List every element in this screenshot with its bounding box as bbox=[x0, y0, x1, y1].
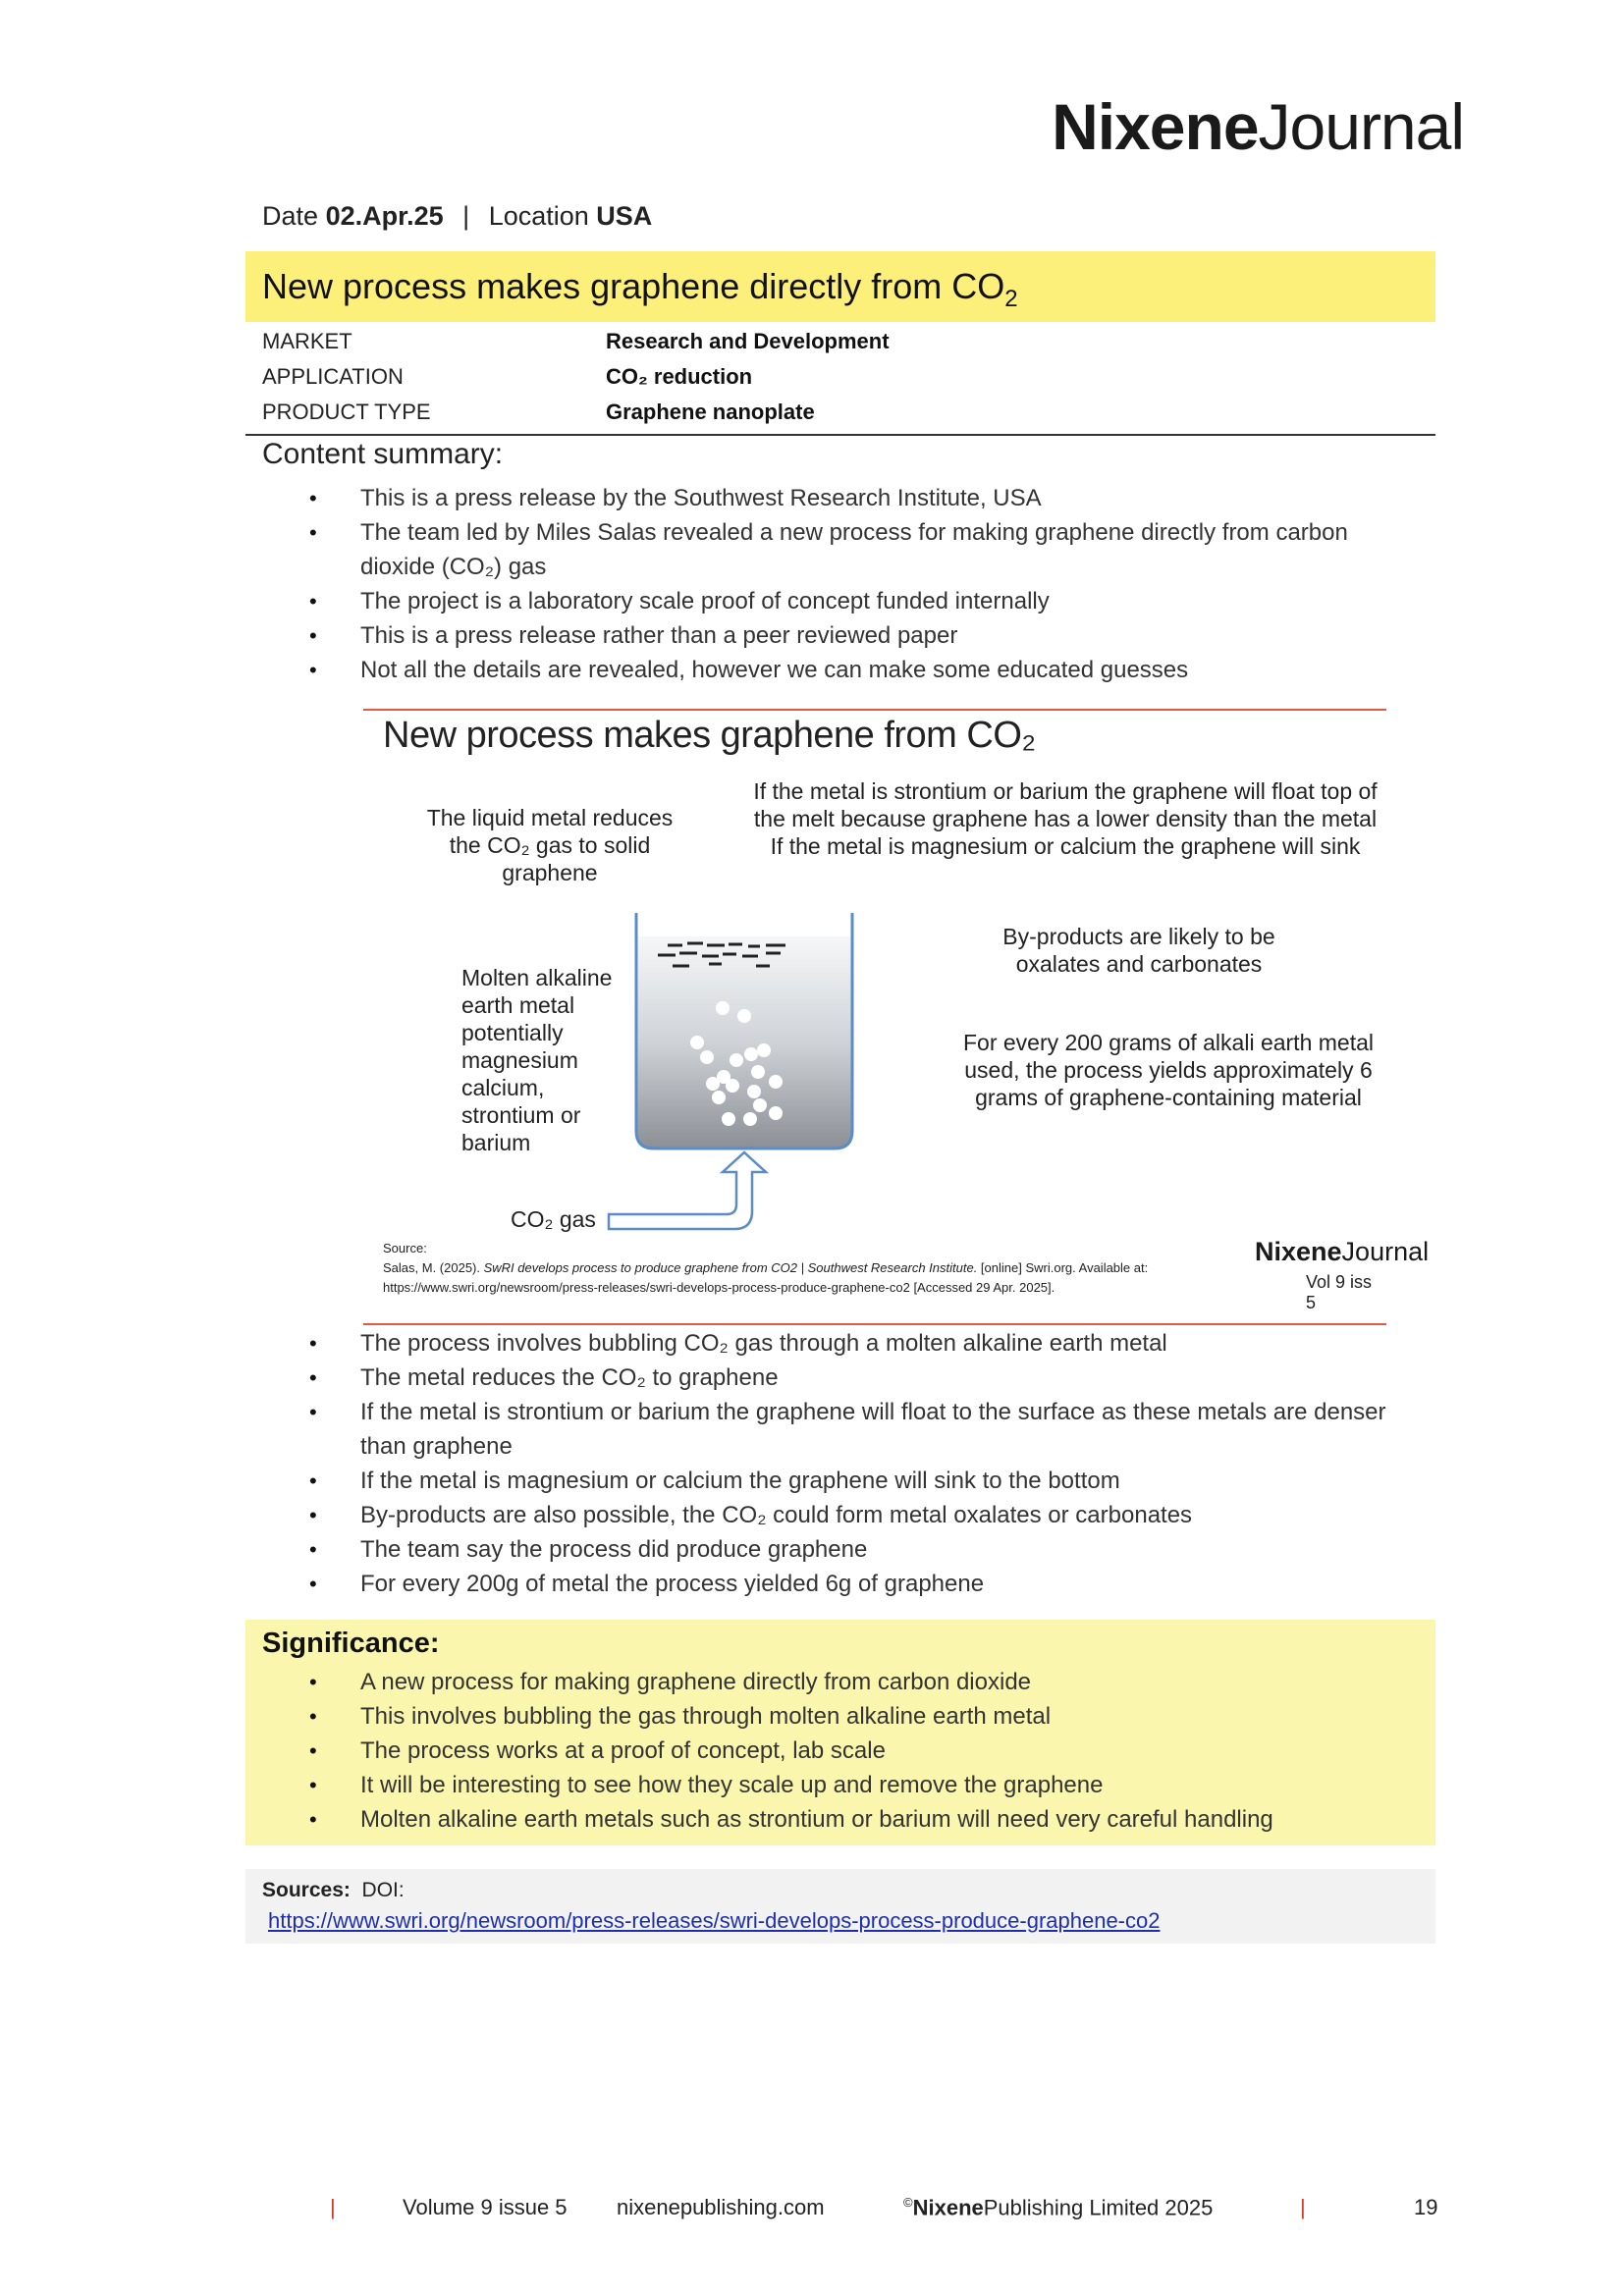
title-main: New process makes graphene directly from CO bbox=[262, 266, 1005, 306]
list-item: • This is a press release rather than a peer reviewed paper bbox=[262, 618, 1421, 653]
location-label: Location bbox=[488, 201, 589, 231]
figure-volume: Vol 9 iss 5 bbox=[1306, 1272, 1373, 1312]
list-item: • The team say the process did produce graphene bbox=[262, 1532, 1421, 1567]
footer-volume: Volume 9 issue 5 bbox=[403, 2195, 568, 2219]
copyright-rest: Publishing Limited 2025 bbox=[983, 2195, 1214, 2220]
meta-value: Graphene nanoplate bbox=[606, 400, 815, 424]
date-value: 02.Apr.25 bbox=[325, 201, 444, 231]
meta-row bbox=[245, 395, 1435, 430]
figure-source-label: Source: bbox=[383, 1241, 427, 1255]
source-author: Salas, M. (2025). bbox=[383, 1260, 484, 1275]
meta-key: PRODUCT TYPE bbox=[262, 400, 431, 424]
figure-molten-text: Molten alkaline earth metal potentially magnesium calcium, strontium or barium bbox=[461, 965, 613, 1155]
date-label: Date bbox=[262, 201, 319, 231]
significance-heading: Significance: bbox=[262, 1628, 440, 1659]
list-item: • For every 200g of metal the process yielded 6g of graphene bbox=[262, 1567, 1421, 1601]
list-item: • If the metal is strontium or barium the graphene will float to the surface as these metals are denser than graphene bbox=[262, 1395, 1421, 1464]
process-list bbox=[262, 1326, 1421, 1601]
list-item: • Molten alkaline earth metals such as strontium or barium will need very careful handling bbox=[262, 1802, 1421, 1837]
page-title bbox=[262, 266, 1018, 313]
figure-gas-label: CO₂ gas bbox=[511, 1206, 596, 1232]
list-item: • It will be interesting to see how they scale up and remove the graphene bbox=[262, 1768, 1421, 1802]
brand-bold: Nixene bbox=[1052, 90, 1259, 163]
meta-key: APPLICATION bbox=[262, 364, 404, 389]
figure-brand-bold: Nixene bbox=[1255, 1237, 1342, 1266]
figure-byproducts-text: By-products are likely to be oxalates and carbonates bbox=[1002, 924, 1275, 977]
crucible-diagram bbox=[363, 709, 1386, 1327]
figure-float-text: If the metal is strontium or barium the graphene will float top of the melt because graphene has a lower density than the metal If the metal is magnesium or calcium the graphene will sink bbox=[753, 778, 1378, 859]
list-item: • The metal reduces the CO₂ to graphene bbox=[262, 1361, 1421, 1395]
figure-brand bbox=[1255, 1237, 1429, 1267]
doi-label: DOI: bbox=[361, 1879, 405, 1901]
title-bar bbox=[245, 251, 1435, 322]
title-subscript: 2 bbox=[1004, 286, 1018, 313]
list-item: • If the metal is magnesium or calcium the graphene will sink to the bottom bbox=[262, 1464, 1421, 1498]
sources-heading: Sources: bbox=[262, 1879, 351, 1901]
figure-rule-bottom bbox=[363, 1323, 1386, 1325]
figure-source bbox=[383, 1239, 1148, 1298]
brand-regular: Journal bbox=[1258, 90, 1464, 163]
list-item: • The process involves bubbling CO₂ gas through a molten alkaline earth metal bbox=[262, 1326, 1421, 1361]
meta-value: Research and Development bbox=[606, 329, 890, 353]
source-tail: [online] Swri.org. Available at: bbox=[977, 1260, 1149, 1275]
figure-liquid-metal-text: The liquid metal reduces the CO₂ gas to solid graphene bbox=[426, 805, 674, 885]
footer-site: nixenepublishing.com bbox=[617, 2195, 825, 2219]
footer-divider-right: | bbox=[1300, 2195, 1306, 2219]
journal-brand bbox=[1052, 90, 1464, 163]
dateline-separator: | bbox=[462, 201, 470, 231]
crucible bbox=[636, 913, 852, 1148]
meta-value: CO₂ reduction bbox=[606, 364, 753, 389]
significance-list bbox=[262, 1665, 1421, 1837]
sources-box bbox=[245, 1869, 1435, 1944]
meta-row bbox=[245, 324, 1435, 359]
list-item: • This is a press release by the Southwest Research Institute, USA bbox=[262, 481, 1421, 515]
list-item: • Not all the details are revealed, however we can make some educated guesses bbox=[262, 653, 1421, 687]
meta-key: MARKET bbox=[262, 329, 352, 353]
significance-box bbox=[245, 1620, 1435, 1845]
process-figure bbox=[363, 709, 1430, 1327]
figure-yield-text: For every 200 grams of alkali earth metal used, the process yields approximately 6 grams of graphene-containing material bbox=[962, 1030, 1374, 1110]
meta-row bbox=[245, 359, 1435, 395]
list-item: • By-products are also possible, the CO₂ could form metal oxalates or carbonates bbox=[262, 1498, 1421, 1532]
list-item: • The process works at a proof of concept, lab scale bbox=[262, 1734, 1421, 1768]
source-title: SwRI develops process to produce graphene from CO2 | Southwest Research Institute. bbox=[483, 1260, 978, 1275]
figure-source-line2: https://www.swri.org/newsroom/press-releases/swri-develops-process-produce-graphene-co2 [Accessed 29 Apr. 2025]. bbox=[383, 1280, 1055, 1295]
copyright-symbol: © bbox=[903, 2195, 913, 2210]
figure-source-line1 bbox=[383, 1258, 1148, 1278]
copyright-bold: Nixene bbox=[912, 2195, 984, 2220]
sources-label bbox=[262, 1879, 405, 1902]
list-item: • The team led by Miles Salas revealed a new process for making graphene directly from carbon dioxide (CO₂) gas bbox=[262, 515, 1421, 584]
list-item: • The project is a laboratory scale proof of concept funded internally bbox=[262, 584, 1421, 618]
source-link[interactable]: https://www.swri.org/newsroom/press-releases/swri-develops-process-produce-graphene-co2 bbox=[268, 1908, 1161, 1933]
list-item: • A new process for making graphene directly from carbon dioxide bbox=[262, 1665, 1421, 1699]
list-item: • This involves bubbling the gas through molten alkaline earth metal bbox=[262, 1699, 1421, 1734]
dateline bbox=[262, 201, 652, 232]
figure-brand-regular: Journal bbox=[1341, 1237, 1430, 1266]
page-number: 19 bbox=[1414, 2195, 1438, 2219]
footer-copyright bbox=[903, 2195, 1213, 2220]
summary-list bbox=[262, 481, 1421, 687]
meta-table bbox=[245, 324, 1435, 436]
summary-heading: Content summary: bbox=[262, 438, 504, 470]
footer-divider-left: | bbox=[330, 2195, 336, 2219]
figure-title: New process makes graphene from CO₂ bbox=[383, 715, 1036, 756]
gas-inlet-arrow-icon bbox=[609, 1152, 766, 1229]
location-value: USA bbox=[596, 201, 653, 231]
